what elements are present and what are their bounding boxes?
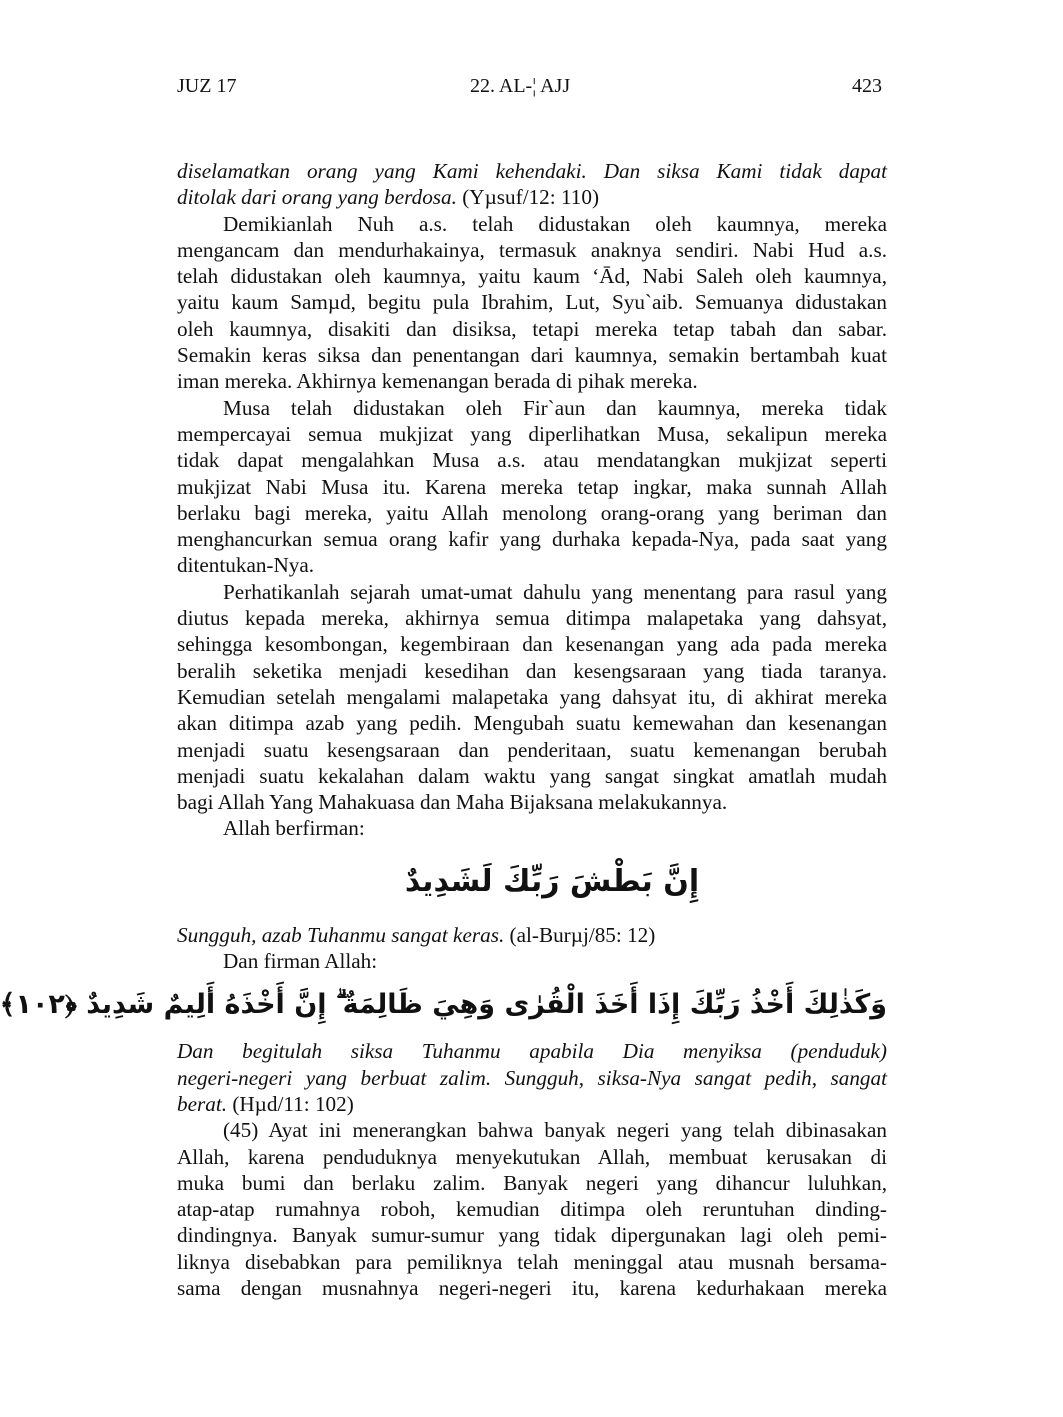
page-number: 423 <box>852 75 882 97</box>
text-line: mengancam dan mendurhakainya, termasuk anaknya sendiri. Nabi Hud a.s. <box>177 237 887 262</box>
text-line: bagi Allah Yang Mahakuasa dan Maha Bijaksana melakukannya. <box>177 790 728 815</box>
text-line: iman mereka. Akhirnya kemenangan berada di pihak mereka. <box>177 369 698 394</box>
text-line: Demikianlah Nuh a.s. telah didustakan oleh kaumnya, mereka <box>223 211 887 236</box>
text-line: diutus kepada mereka, akhirnya semua ditimpa malapetaka yang dahsyat, <box>177 606 887 631</box>
paragraph <box>177 211 887 395</box>
text-line: diselamatkan orang yang Kami kehendaki. Dan siksa Kami tidak dapat <box>177 159 887 183</box>
running-head-juz: JUZ 17 <box>177 75 237 97</box>
text-line <box>177 184 887 210</box>
text-line: muka bumi dan berlaku zalim. Banyak negeri yang dihancur luluhkan, <box>177 1170 887 1195</box>
verse-intro: Allah berfirman: <box>223 816 365 841</box>
text-line: dindingnya. Banyak sumur-sumur yang tidak dipergunakan lagi oleh pemi- <box>177 1223 887 1248</box>
text-line: oleh kaumnya, disakiti dan disiksa, tetapi mereka tetap tabah dan sabar. <box>177 316 887 341</box>
paragraph <box>177 579 887 816</box>
paragraph-quote-continuation <box>177 158 887 211</box>
text-line: menjadi suatu kesengsaraan dan penderitaan, suatu kemenangan berubah <box>177 737 887 762</box>
text-line: berlaku bagi mereka, yaitu Allah menolong orang-orang yang beriman dan <box>177 500 887 525</box>
translation-text: berat. <box>177 1091 228 1116</box>
text-line: telah didustakan oleh kaumnya, yaitu kaum ‘Ād, Nabi Saleh oleh kaumnya, <box>177 264 887 289</box>
text-line: mukjizat Nabi Musa itu. Karena mereka tetap ingkar, maka sunnah Allah <box>177 474 887 499</box>
text-line: sehingga kesombongan, kegembiraan dan kesenangan yang ada pada mereka <box>177 632 887 657</box>
running-head-surah: 22. AL-¦ AJJ <box>470 75 571 97</box>
verse-intro: Dan firman Allah: <box>223 949 378 974</box>
text-line <box>177 1091 887 1117</box>
text-line: menghancurkan semua orang kafir yang durhaka kepada-Nya, pada saat yang <box>177 527 887 552</box>
text-line: sama dengan musnahnya negeri-negeri itu, karena kedurhakaan mereka <box>177 1275 887 1300</box>
text-line: Kemudian setelah mengalami malapetaka yang dahsyat itu, di akhirat mereka <box>177 684 887 709</box>
text-line: Perhatikanlah sejarah umat-umat dahulu yang menentang para rasul yang <box>223 579 887 604</box>
text-line: ditentukan-Nya. <box>177 553 315 578</box>
verse-translation <box>177 922 887 948</box>
paragraph <box>177 1117 887 1301</box>
text-line: liknya disebabkan para pemiliknya telah meninggal atau musnah bersama- <box>177 1249 887 1274</box>
body-text <box>0 158 887 1301</box>
text-line: akan ditimpa azab yang pedih. Mengubah suatu kemewahan dan kesenangan <box>177 711 887 736</box>
text-line: (45) Ayat ini menerangkan bahwa banyak negeri yang telah dibinasakan <box>223 1118 887 1143</box>
verse-translation <box>177 1038 887 1117</box>
text-line: Dan begitulah siksa Tuhanmu apabila Dia menyiksa (penduduk) <box>177 1039 887 1064</box>
text-line: negeri-negeri yang berbuat zalim. Sungguh, siksa-Nya sangat pedih, sangat <box>177 1065 887 1090</box>
text-line: atap-atap rumahnya roboh, kemudian ditimpa oleh reruntuhan dinding- <box>177 1197 887 1222</box>
translation-text: Sungguh, azab Tuhanmu sangat keras. <box>177 922 505 947</box>
text-line: yaitu kaum Samµd, begitu pula Ibrahim, Lut, Syu`aib. Semuanya didustakan <box>177 290 887 315</box>
verse-reference: (Yµsuf/12: 110) <box>456 185 600 210</box>
text-line: Allah, karena penduduknya menyekutukan Allah, membuat kerusakan di <box>177 1144 887 1169</box>
quote-text: ditolak dari orang yang berdosa. <box>177 185 457 210</box>
arabic-verse: وَكَذٰلِكَ أَخْذُ رَبِّكَ إِذَا أَخَذَ الْقُرٰى وَهِيَ ظَالِمَةٌ ۗ إِنَّ أَخْذَهُ أَلِيمٌ شَدِيدٌ ﴿١٠٢﴾ <box>0 989 887 1021</box>
paragraph <box>177 395 887 579</box>
text-line: mempercayai semua mukjizat yang diperlihatkan Musa, sekalipun mereka <box>177 421 887 446</box>
text-line: tidak dapat mengalahkan Musa a.s. atau mendatangkan mukjizat seperti <box>177 448 887 473</box>
text-line: menjadi suatu kekalahan dalam waktu yang sangat singkat amatlah mudah <box>177 763 887 788</box>
text-line: Musa telah didustakan oleh Fir`aun dan kaumnya, mereka tidak <box>223 395 887 420</box>
verse-reference: (al-Burµj/85: 12) <box>504 922 656 947</box>
text-line: beralih seketika menjadi kesedihan dan kesengsaraan yang tiada taranya. <box>177 658 887 683</box>
text-line: Semakin keras siksa dan penentangan dari kaumnya, semakin bertambah kuat <box>177 343 887 368</box>
verse-reference: (Hµd/11: 102) <box>227 1091 354 1116</box>
arabic-verse: إِنَّ بَطْشَ رَبِّكَ لَشَدِيدٌ <box>404 863 700 899</box>
